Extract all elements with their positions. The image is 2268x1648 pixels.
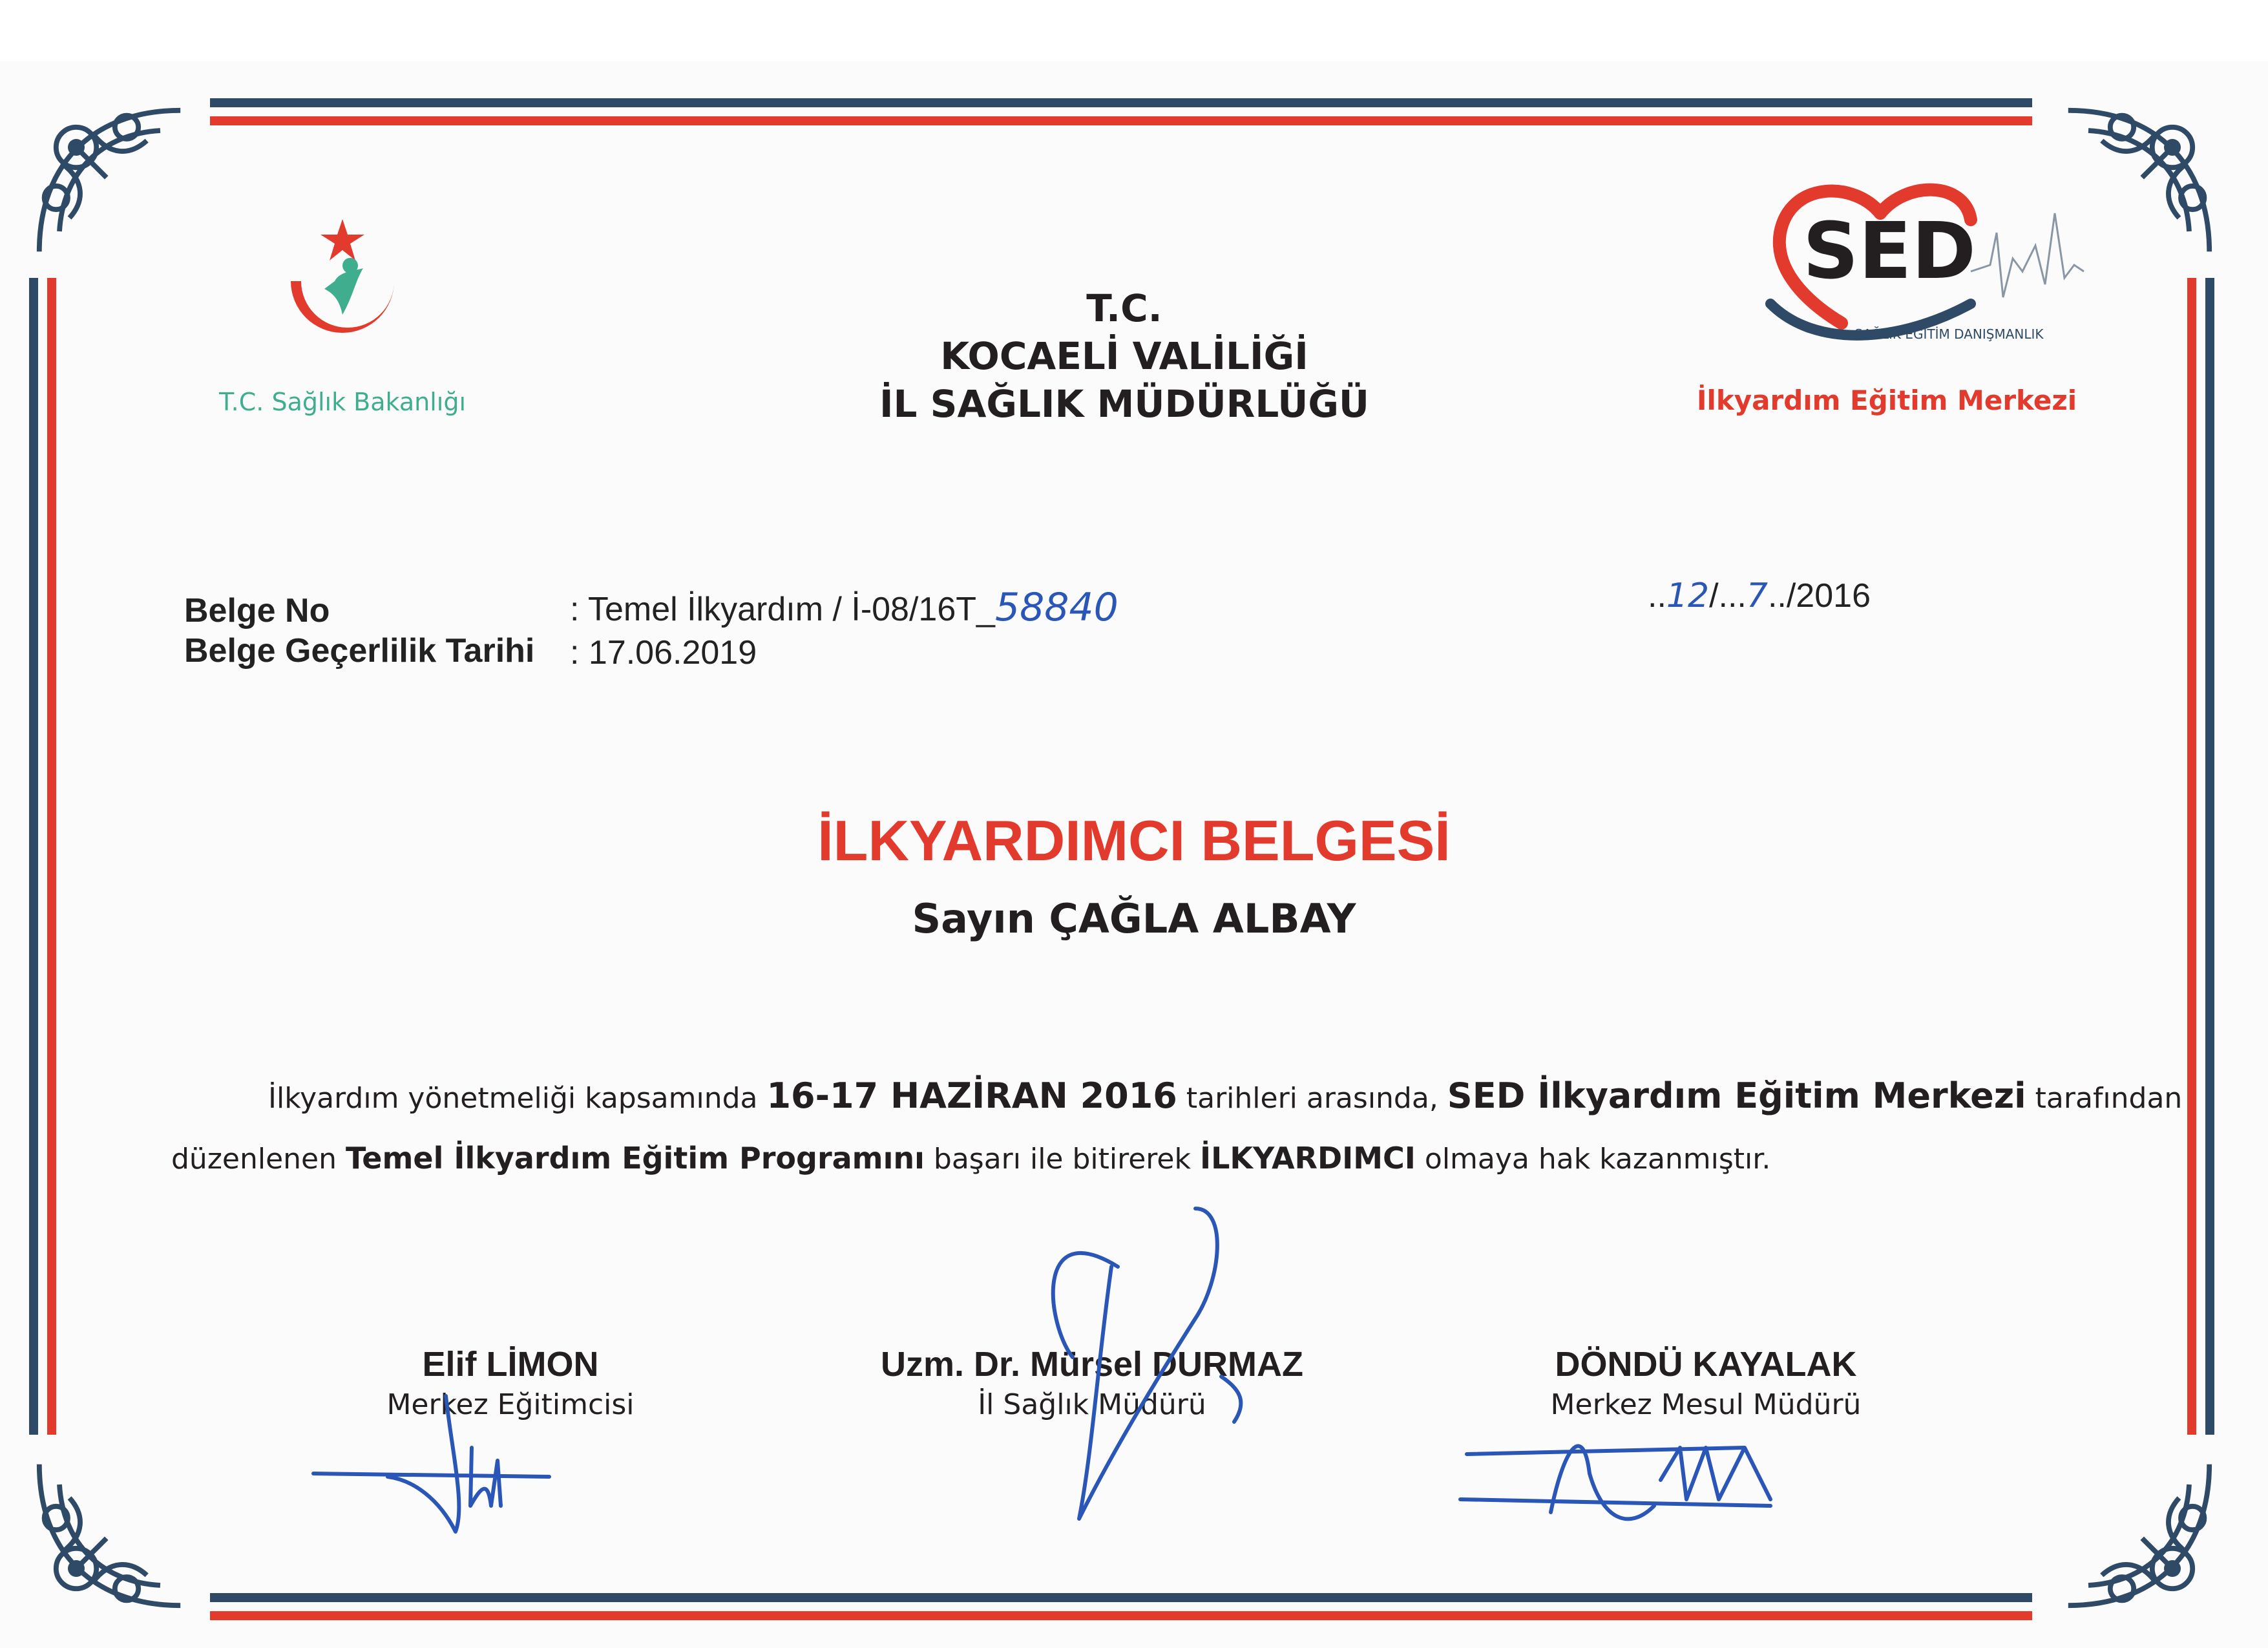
- header-line-3: İL SAĞLIK MÜDÜRLÜĞÜ: [879, 382, 1370, 426]
- validity-value: : 17.06.2019: [570, 634, 757, 671]
- signatory-2-name: Uzm. Dr. Mürsel DURMAZ: [880, 1345, 1304, 1384]
- signatory-3-role: Merkez Mesul Müdürü: [1550, 1388, 1862, 1421]
- ministry-logo: [218, 191, 467, 423]
- body-line-1: İlkyardım yönetmeliği kapsamında 16-17 HAZİRAN 2016 tarihleri arasında, SED İlkyardım Eğitim Merkezi tarafından: [268, 1075, 2183, 1116]
- ornament-top-left: [26, 97, 194, 265]
- header-line-2: KOCAELİ VALİLİĞİ: [940, 334, 1308, 378]
- validity-label: Belge Geçerlilik Tarihi: [184, 632, 535, 670]
- signatory-2-role: İl Sağlık Müdürü: [978, 1388, 1206, 1421]
- body-line-2: düzenlenen Temel İlkyardım Eğitim Programını başarı ile bitirerek İLKYARDIMCI olmaya hak kazanmıştır.: [171, 1141, 1771, 1176]
- certificate-title: İLKYARDIMCI BELGESİ: [817, 808, 1451, 872]
- crescent-star-icon: [233, 191, 452, 346]
- training-dates: 16-17 HAZİRAN 2016: [766, 1075, 1177, 1116]
- bottom-border-navy: [210, 1593, 2032, 1602]
- issue-date-month: 7: [1746, 576, 1768, 615]
- certificate-body: [171, 1066, 2183, 1189]
- svg-text:SED: SED: [1803, 207, 1977, 297]
- sed-logo: [1686, 174, 2087, 433]
- top-border-red: [210, 116, 2032, 125]
- belge-no-label: Belge No: [184, 592, 330, 629]
- sed-logo-tagline: İlkyardım Eğitim Merkezi: [1696, 385, 2077, 416]
- ornament-bottom-left: [26, 1451, 194, 1619]
- signatory-3-name: DÖNDÜ KAYALAK: [1555, 1345, 1857, 1384]
- bottom-border-red: [210, 1611, 2032, 1620]
- program-name: Temel İlkyardım Eğitim Programını: [346, 1141, 925, 1176]
- top-border-navy: [210, 98, 2032, 107]
- qualification-role: İLKYARDIMCI: [1199, 1141, 1416, 1176]
- signatory-1-name: Elif LİMON: [422, 1345, 599, 1384]
- ministry-logo-caption: T.C. Sağlık Bakanlığı: [218, 388, 467, 416]
- ornament-bottom-right: [2055, 1451, 2223, 1619]
- issuer-header: [775, 284, 1473, 428]
- signatory-1-role: Merkez Eğitimcisi: [386, 1388, 635, 1421]
- belge-no-handwritten: 58840: [994, 585, 1118, 630]
- sed-logo-subtitle: SAĞLIK EĞİTİM DANIŞMANLIK: [1854, 326, 2044, 342]
- issue-date: ..12/...7../2016: [1648, 576, 1871, 615]
- belge-no-value: [570, 585, 1118, 630]
- issue-date-day: 12: [1666, 576, 1710, 615]
- training-center: SED İlkyardım Eğitim Merkezi: [1447, 1075, 2026, 1116]
- belge-no-printed: : Temel İlkyardım / İ-08/16T_: [570, 591, 995, 628]
- recipient-name: Sayın ÇAĞLA ALBAY: [912, 895, 1356, 942]
- header-line-1: T.C.: [1086, 286, 1162, 330]
